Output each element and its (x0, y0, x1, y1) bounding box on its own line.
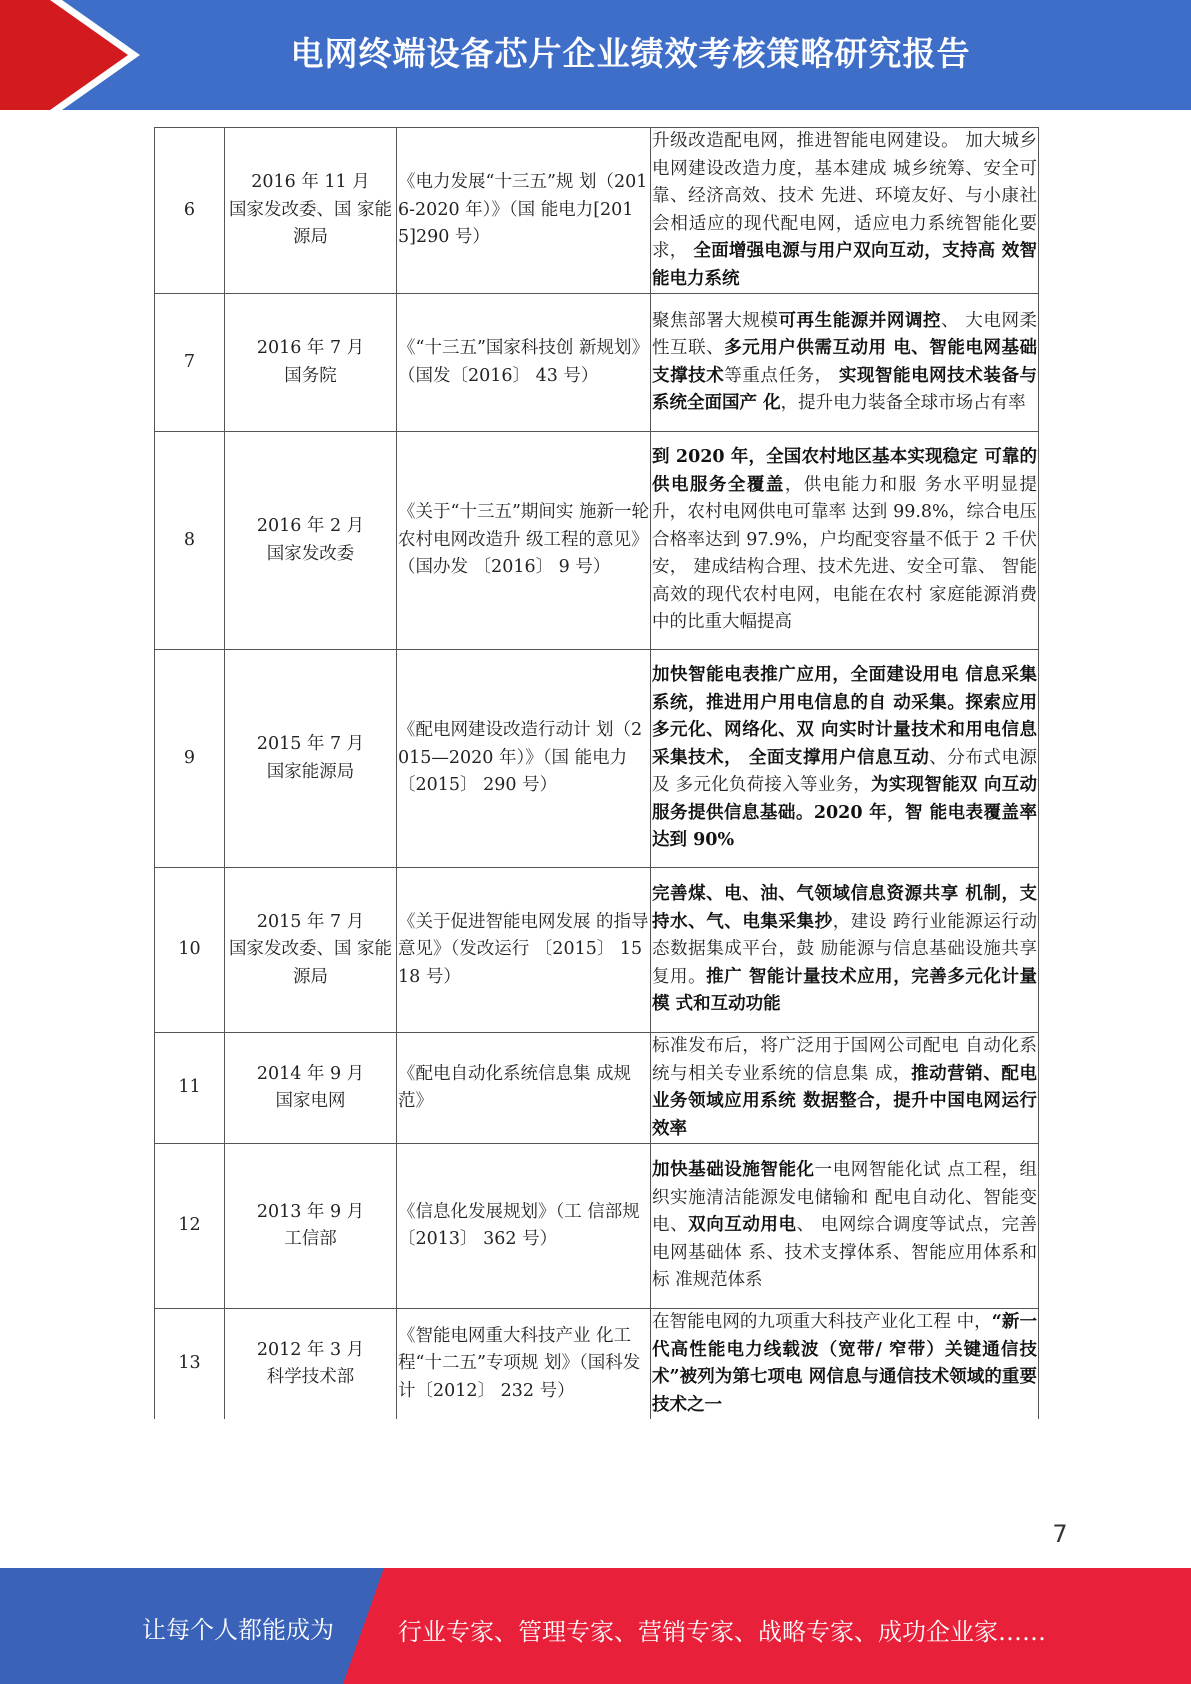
content-text: 、分布式电源及 多元化负荷接入等业务， (652, 747, 1038, 796)
content-text: 一电网智能化试 点工程，组织实施清洁能源发电储输和 配电自动化、智能变电、 (652, 1160, 1038, 1236)
issue-date-agency (225, 1033, 397, 1144)
issue-date-agency (225, 650, 397, 868)
content-text: 标准发布后，将广泛用于国网公司配电 自动化系统与相关专业系统的信息集 成， (652, 1036, 1037, 1084)
policy-content (651, 128, 1039, 294)
highlighted-text: 全面增强电源与用户双向互动，支持高 效智能电力系统 (652, 241, 1037, 289)
content-text: 、 电网综合调度等试点，完善电网基础体 系、技术支撑体系、智能应用体系和标 准规范体系 (652, 1215, 1038, 1291)
row-number: 12 (155, 1144, 225, 1309)
highlighted-text: 加快智能电表推广应用，全面建设用电 信息采集系统，推进用户用电信息的自 动采集。探索应用多元化、网络化、双 向实时计量技术和用电信息采集技术， 全面支撑用户信息互动 (652, 665, 1037, 768)
issue-date-agency (225, 128, 397, 294)
report-title: 电网终端设备芯片企业绩效考核策略研究报告 (290, 34, 971, 73)
policy-content (651, 432, 1039, 650)
policy-content (651, 650, 1039, 868)
policy-document: 《“十三五”国家科技创 新规划》（国发〔2016〕 43 号） (397, 294, 651, 432)
table-row (155, 1033, 1039, 1144)
policy-content (651, 1309, 1039, 1420)
policy-content (651, 1144, 1039, 1309)
highlighted-text: 为实现智能双 向互动服务提供信息基础。2020 年，智 能电表覆盖率达到 90% (652, 775, 1037, 851)
issue-date-agency (225, 1309, 397, 1420)
issuing-agency: 国务院 (284, 365, 337, 386)
issue-date: 2015 年 7 月 (256, 911, 365, 932)
issue-date-agency (225, 294, 397, 432)
issue-date-agency (225, 868, 397, 1033)
highlighted-text: 实现智能电网技术装备与系统全面国产 化 (652, 365, 1038, 413)
highlighted-text: 到 2020 年，全国农村地区基本实现稳定 可靠的供电服务全覆盖 (652, 447, 1037, 495)
table-row (155, 650, 1039, 868)
table-row (155, 432, 1039, 650)
issue-date-agency (225, 1144, 397, 1309)
table-row (155, 294, 1039, 432)
issuing-agency: 科学技术部 (266, 1367, 355, 1387)
highlighted-text: 可再生能源并网调控 (778, 310, 942, 331)
issue-date: 2014 年 9 月 (256, 1063, 365, 1084)
highlighted-text: 加快基础设施智能化 (652, 1160, 815, 1181)
footer-slogan-right: 行业专家、管理专家、营销专家、战略专家、成功企业家…… (398, 1618, 1046, 1646)
row-number: 9 (155, 650, 225, 868)
row-number: 8 (155, 432, 225, 650)
highlighted-text: 完善煤、电、油、气领域信息资源共享 机制，支持水、气、电集采集抄 (652, 884, 1037, 932)
policy-document: 《配电自动化系统信息集 成规范》 (397, 1033, 651, 1144)
row-number: 7 (155, 294, 225, 432)
issuing-agency: 国家能源局 (266, 761, 355, 782)
row-number: 6 (155, 128, 225, 294)
policy-document: 《关于“十三五”期间实 施新一轮农村电网改造升 级工程的意见》（国办发 〔2016〕 9 号） (397, 432, 651, 650)
issuing-agency: 国家发改委、国 家能源局 (228, 199, 393, 248)
policy-document: 《智能电网重大科技产业 化工程“十二五”专项规 划》（国科发计〔2012〕 232 号） (397, 1309, 651, 1420)
policy-document: 《电力发展“十三五”规 划（2016-2020 年）》（国 能电力[2015]290 号） (397, 128, 651, 294)
row-number: 11 (155, 1033, 225, 1144)
page-number: 7 (1052, 1520, 1068, 1548)
highlighted-text: 推动营销、配电业务领域应用系统 数据整合，提升中国电网运行效率 (652, 1063, 1038, 1139)
issue-date-agency (225, 432, 397, 650)
content-text: 、 大电网柔性互联、 (652, 310, 1038, 358)
content-text: 聚焦部署大规模 (652, 310, 779, 331)
issuing-agency: 国家发改委 (266, 543, 355, 564)
highlighted-text: 双向互动用电 (688, 1215, 797, 1236)
content-text: 等重点任务， (724, 365, 839, 386)
issuing-agency: 国家电网 (275, 1091, 346, 1111)
issue-date: 2012 年 3 月 (256, 1339, 365, 1360)
content-text: 升级改造配电网，推进智能电网建设。 加大城乡电网建设改造力度，基本建成 城乡统筹、安全可靠、经济高效、技术 先进、环境友好、与小康社会相适应的现代配电网，适应电力系统智能化要求， (652, 131, 1037, 261)
table-row (155, 1144, 1039, 1309)
issue-date: 2015 年 7 月 (256, 734, 365, 754)
table-row (155, 1309, 1039, 1420)
content-text: ，建设 跨行业能源运行动态数据集成平台，鼓 励能源与信息基础设施共享复用。 (652, 911, 1038, 987)
highlighted-text: “新一代高性能电力线载波（宽带/ 窄带）关键通信技术”被列为第七项电 网信息与通信技术领域的重要技术之一 (652, 1312, 1038, 1415)
table-row (155, 128, 1039, 294)
content-text: 在智能电网的九项重大科技产业化工程 中， (652, 1312, 992, 1332)
policy-content (651, 868, 1039, 1033)
table-row (155, 868, 1039, 1033)
policy-document: 《关于促进智能电网发展 的指导意见》（发改运行 〔2015〕 1518 号） (397, 868, 651, 1033)
issue-date: 2016 年 7 月 (256, 338, 365, 358)
policy-document: 《配电网建设改造行动计 划（2015—2020 年）》（国 能电力〔2015〕 290 号） (397, 650, 651, 868)
issue-date: 2016 年 2 月 (256, 516, 365, 536)
page-footer (0, 1568, 1191, 1684)
issue-date: 2013 年 9 月 (256, 1201, 365, 1222)
policy-content (651, 294, 1039, 432)
row-number: 10 (155, 868, 225, 1033)
policy-document: 《信息化发展规划》（工 信部规〔2013〕 362 号） (397, 1144, 651, 1309)
content-text: ，供电能力和服 务水平明显提升，农村电网供电可靠率 达到 99.8%，综合电压合格率达到 97.9%，户均配变容量不低于 2 千伏安， 建成结构合理、技术先进、安全可靠、 智能高效的现代农村电网，电能在农村 家庭能源消费中的比重大幅提高 (652, 474, 1038, 633)
policy-table (154, 127, 1039, 1419)
highlighted-text: 推广 智能计量技术应用，完善多元化计量模 式和互动功能 (652, 966, 1038, 1015)
footer-slogan-left: 让每个人都能成为 (142, 1616, 334, 1644)
issuing-agency: 工信部 (284, 1229, 337, 1249)
issuing-agency: 国家发改委、国 家能源局 (228, 939, 393, 987)
row-number: 13 (155, 1309, 225, 1420)
issue-date: 2016 年 11 月 (251, 172, 370, 193)
highlighted-text: 多元用户供需互动用 电、智能电网基础支撑技术 (652, 338, 1038, 386)
content-text: ，提升电力装备全球市场占有率 (780, 393, 1026, 413)
page-header (0, 0, 1191, 110)
policy-content (651, 1033, 1039, 1144)
